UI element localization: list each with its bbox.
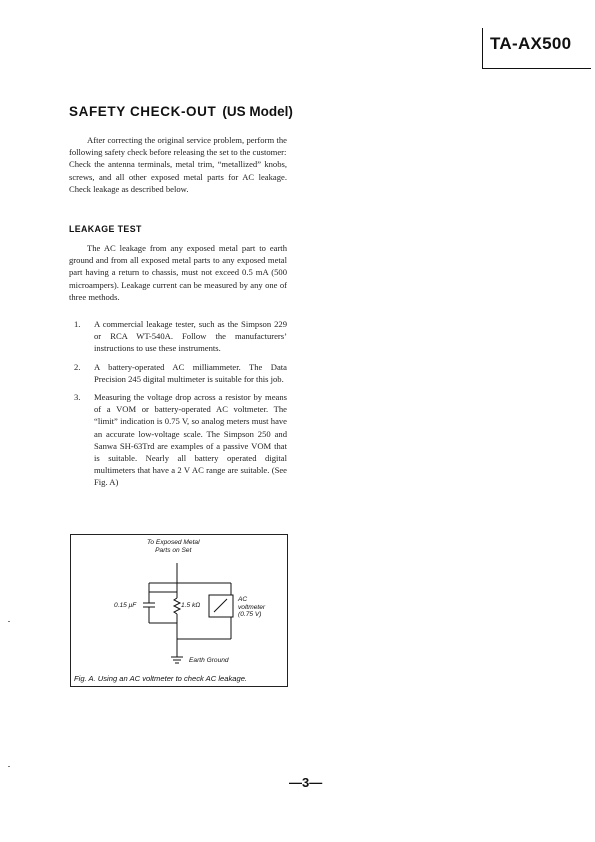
- resistor-symbol: [174, 598, 180, 614]
- list-item-number: 3.: [74, 392, 81, 403]
- figure-caption: Fig. A. Using an AC voltmeter to check AC leakage.: [74, 674, 248, 683]
- exposed-metal-label: [147, 539, 200, 554]
- voltmeter-label-line-1: AC: [238, 596, 248, 603]
- methods-list: [69, 318, 287, 495]
- page-title: [69, 104, 293, 119]
- scan-speck: [8, 766, 10, 767]
- intro-paragraph-1: After correcting the original service problem, perform the following safety check before releasing the set to the customer:: [69, 135, 287, 158]
- voltmeter-needle: [214, 599, 227, 612]
- voltmeter-box: [209, 595, 233, 617]
- list-item-text: A commercial leakage tester, such as the Simpson 229 or RCA WT-540A. Follow the manufacturers’ instructions to use these instruments.: [94, 319, 287, 354]
- exposed-metal-label-line-1: To Exposed Metal: [147, 539, 200, 546]
- leakage-paragraph: The AC leakage from any exposed metal part to earth ground and from all exposed metal parts to any exposed metal part having a return to chassis, must not exceed 0.5 mA (500 microampers). Leakage current can be measured by any one of three methods.: [69, 243, 287, 302]
- title-main: SAFETY CHECK-OUT: [69, 104, 217, 119]
- exposed-metal-label-line-2: Parts on Set: [155, 546, 192, 554]
- voltmeter-label-line-2: voltmeter: [238, 603, 266, 611]
- leakage-test-heading: LEAKAGE TEST: [69, 224, 142, 234]
- capacitor-label: 0.15 μF: [114, 602, 137, 609]
- resistor-label: 1.5 kΩ: [181, 602, 201, 609]
- earth-ground-label: Earth Ground: [189, 657, 229, 664]
- list-item-text: Measuring the voltage drop across a resistor by means of a VOM or battery-operated AC voltmeter. The “limit” indication is 0.75 V, so analog meters must have an accurate low-voltage scale. The Simpson 250 and Sanwa SH-63Trd are examples of a passive VOM that is suitable. Nearly all battery operated digital multimeters that have a 2 V AC range are suitable. (See Fig. A): [94, 392, 287, 488]
- page-number: —3—: [289, 775, 323, 790]
- figure-a: [70, 534, 288, 687]
- scan-speck: [8, 621, 10, 622]
- model-number: TA-AX500: [490, 34, 572, 53]
- title-suffix: (US Model): [222, 104, 293, 119]
- list-item: [69, 318, 287, 355]
- list-item-text: A battery-operated AC milliammeter. The Data Precision 245 digital multimeter is suitable for this job.: [94, 361, 287, 384]
- list-item: [69, 391, 287, 489]
- list-item: [69, 361, 287, 385]
- list-item-number: 1.: [74, 319, 81, 329]
- list-item-number: 2.: [74, 361, 81, 372]
- voltmeter-label-line-3: (0.75 V): [238, 611, 262, 618]
- leakage-body: [69, 242, 287, 303]
- intro-text: [69, 134, 287, 195]
- intro-paragraph-2: Check the antenna terminals, metal trim, “metallized” knobs, screws, and all other exposed metal parts for AC leakage. Check leakage as described below.: [69, 159, 287, 194]
- voltmeter-label: [238, 596, 265, 619]
